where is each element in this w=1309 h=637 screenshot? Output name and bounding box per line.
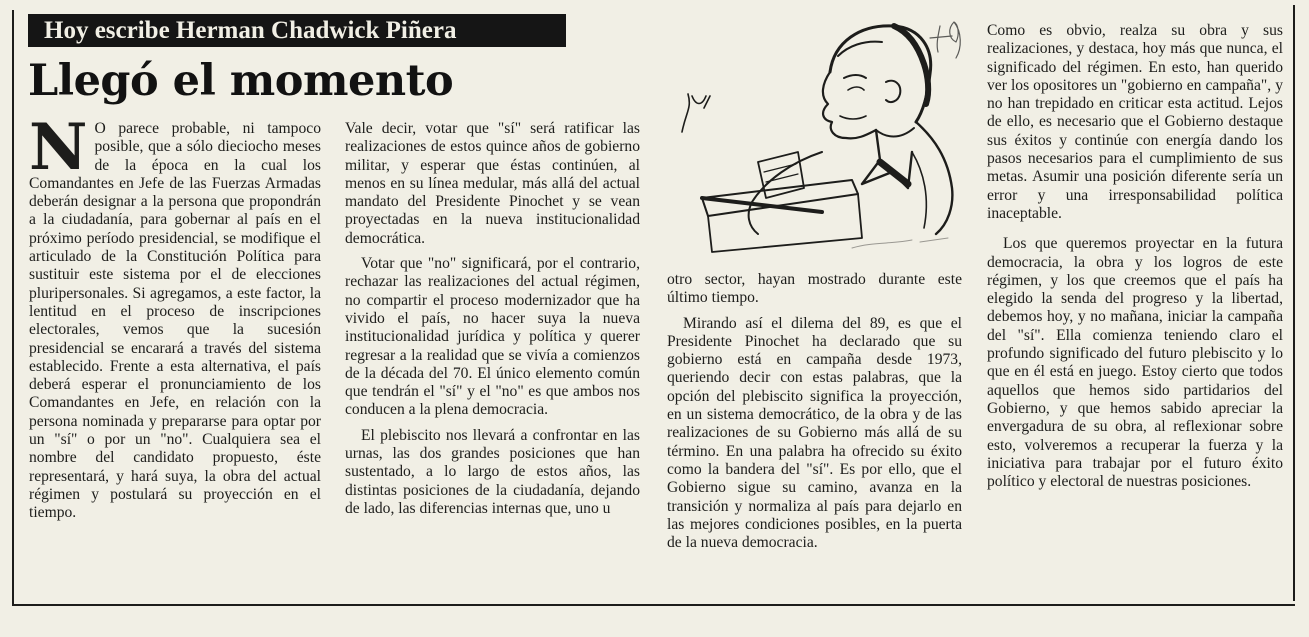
paragraph: Los que queremos proyectar en la futura democracia, la obra y los logros de este régimen, y los que creemos que el país ha elegido la senda del progreso y la libertad, debemos hoy, y no mañana, iniciar la campaña del "sí". Ella comienza teniendo claro el profundo significado del futuro plebiscito y lo que en él está en juego. Estoy cierto que todos aquellos que hemos sido partidarios del Gobierno, y que hemos sabido apreciar la envergadura de su obra, al reflexionar sobre esto, volveremos a recuperar la fuerza y la iniciativa para trabajar por el futuro éxito político y electoral de nuestras posiciones. (987, 235, 1283, 491)
paragraph: Como es obvio, realza su obra y sus realizaciones, y destaca, hoy más que nunca, el significado del régimen. En esto, han querido ver los opositores un "gobierno en campaña", y no han trepidado en criticar esta actitud. Lejos de ello, es necesario que el Gobierno destaque sus éxitos y continúe con energía dando los pasos necesarios para el cumplimiento de sus metas. Asumir una posición diferente sería un error y una irresponsabilidad política inaceptable. (987, 22, 1283, 222)
caricature-portrait-icon (662, 12, 974, 267)
paragraph: otro sector, hayan mostrado durante este último tiempo. (667, 271, 962, 307)
paragraph-text: O parece probable, ni tampoco posible, que a sólo dieciocho meses de la época en la cual los Comandantes en Jefe de las Fuerzas Armadas deberán designar a la persona que propondrán a la ciudadanía, para gobernar al país en el próximo período presidencial, se modifique el articulado de la Constitución Política para sustituir este sistema por el de elecciones pluripersonales. Si agregamos, a este factor, la lentitud en el proceso de inscripciones electorales, vemos que la sucesión presidencial se encarará a través del sistema establecido. Frente a esta alternativa, el país deberá esperar el pronunciamiento de los Comandantes en Jefe, en relación con la persona nominada y prepararse para optar por un "sí" o por un "no". Cualquiera sea el nombre del candidato propuesto, éste representará, y hará suya, la obra del actual régimen y postulará su proyección en el tiempo. (29, 120, 321, 522)
drop-cap: N (29, 110, 88, 185)
article-column-1 (29, 110, 321, 523)
author-kicker: Hoy escribe Herman Chadwick Piñera (28, 14, 566, 47)
border-rule-left (12, 10, 14, 606)
paragraph: Votar que "no" significará, por el contrario, rechazar las realizaciones del actual régimen, no compartir el proceso modernizador que ha vivido el país, no hacer suya la nueva institucionalidad jurídica y política y querer regresar a la realidad que se vivía a comienzos de la década del 70. El único elemento común que tendrán el "sí" y el "no" es que ambos nos conducen a la plena democracia. (345, 255, 640, 419)
paragraph: El plebiscito nos llevará a confrontar en las urnas, las dos grandes posiciones que han sustentado, a lo largo de estos años, las distintas posiciones de la ciudadanía, dejando de lado, las diferencias internas que, uno u (345, 426, 640, 517)
paragraph (29, 110, 321, 523)
border-rule-right (1293, 5, 1295, 601)
headline: Llegó el momento (28, 56, 454, 106)
paragraph: Vale decir, votar que "sí" será ratificar las realizaciones de estos quince años de gobierno militar, y esperar que éstas continúen, al menos en su línea medular, más allá del actual mandato del Presidente Pinochet y se vean proyectadas en la nueva institucionalidad democrática. (345, 120, 640, 247)
border-rule-bottom (12, 604, 1295, 606)
article-column-2 (345, 120, 640, 518)
article-column-4 (987, 22, 1283, 491)
article-column-3 (667, 271, 962, 552)
paragraph: Mirando así el dilema del 89, es que el Presidente Pinochet ha declarado que su gobierno está en campaña desde 1973, queriendo decir con estas palabras, que la opción del plebiscito significa la proyección, en un sistema democrático, de la obra y de las realizaciones de su Gobierno más allá de su término. En una palabra ha ofrecido su éxito como la bandera del "sí". Es por ello, que el Gobierno sigue su camino, avanza en la transición y normaliza al país para dejarlo en las mejores condiciones posibles, en la puerta de la nueva democracia. (667, 314, 962, 552)
